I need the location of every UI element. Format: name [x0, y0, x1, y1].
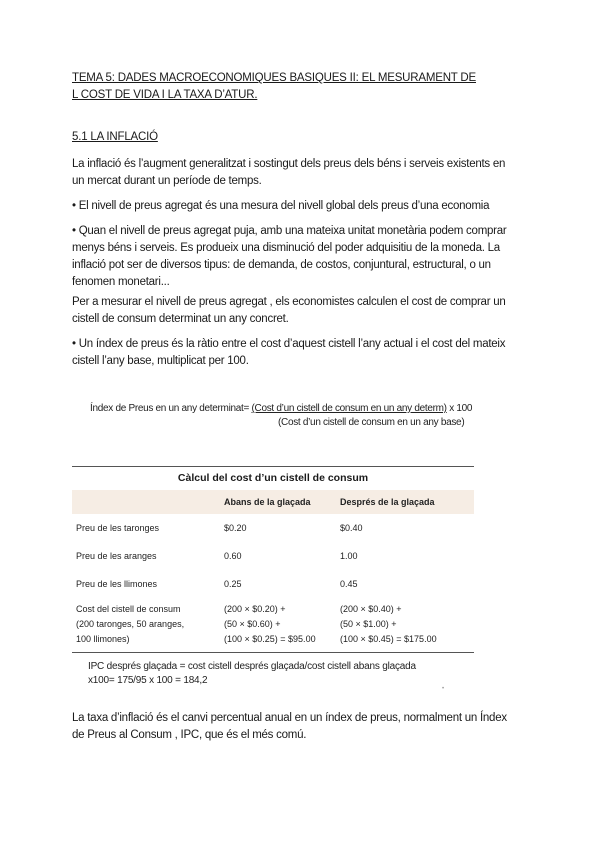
text-line: fenomen monetari... — [72, 276, 170, 288]
column-header — [72, 490, 220, 514]
stray-mark: • — [442, 686, 445, 692]
text-line: • El nivell de preus agregat és una mesura del nivell global dels preus d’una economia — [72, 200, 490, 212]
text-line: inflació pot ser de diversos tipus: de demanda, de costos, conjuntural, estructural, o un — [72, 259, 491, 271]
text-line: cistell de consum determinat un any concret. — [72, 313, 289, 325]
table-title: Càlcul del cost d’un cistell de consum — [72, 466, 474, 490]
table-header-row — [72, 490, 474, 514]
table-cell: 0.45 — [340, 579, 358, 589]
text-line: Per a mesurar el nivell de preus agregat , els economistes calculen el cost de comprar un — [72, 296, 506, 308]
paragraph-definition — [72, 156, 517, 190]
formula-denominator: (Cost d’un cistell de consum en un any base) — [278, 417, 465, 428]
table-cell — [336, 598, 474, 653]
column-header: Abans de la glaçada — [220, 490, 336, 514]
table-cell: 0.60 — [224, 551, 242, 561]
text-line: • Quan el nivell de preus agregat puja, amb una mateixa unitat monetària podem comprar — [72, 225, 507, 237]
table-grid — [72, 490, 474, 653]
table-cell: Preu de les llimones — [76, 579, 158, 589]
cell-line: (200 × $0.20) + — [224, 604, 286, 614]
table-row-total — [72, 598, 474, 653]
title-line-1: TEMA 5: DADES MACROECONOMIQUES BASIQUES II: EL MESURAMENT DE — [72, 72, 476, 84]
basket-cost-table — [72, 466, 474, 653]
cell-line: (50 × $1.00) + — [340, 619, 397, 629]
text-line: • Un índex de preus és la ràtio entre el cost d’aquest cistell l’any actual i el cost del mateix — [72, 338, 506, 350]
formula-multiplier: x 100 — [446, 403, 473, 414]
cell-line: (200 × $0.40) + — [340, 604, 402, 614]
cell-line: 100 llimones) — [76, 634, 130, 644]
cell-line: Cost del cistell de consum — [76, 604, 181, 614]
table-cell — [220, 598, 336, 653]
section-heading: 5.1 LA INFLACIÓ — [72, 131, 158, 143]
cell-line: (50 × $0.60) + — [224, 619, 281, 629]
text-line: un mercat durant un període de temps. — [72, 175, 262, 187]
text-line: La taxa d’inflació és el canvi percentual anual en un índex de preus, normalment un Índex — [72, 712, 507, 724]
paragraph-inflation-rate — [72, 710, 517, 744]
page-title — [72, 70, 492, 104]
table-cell: Preu de les aranges — [76, 551, 157, 561]
table-cell — [72, 598, 220, 653]
table-row — [72, 542, 474, 570]
cell-line: (100 × $0.45) = $175.00 — [340, 634, 437, 644]
table-cell: 1.00 — [340, 551, 358, 561]
text-line: x100= 175/95 x 100 = 184,2 — [88, 675, 208, 686]
price-index-formula — [90, 402, 530, 430]
text-line: IPC després glaçada = cost cistell després glaçada/cost cistell abans glaçada — [88, 661, 416, 672]
text-line: La inflació és l’augment generalitzat i sostingut dels preus dels béns i serveis existents en — [72, 158, 506, 170]
table-cell: $0.20 — [224, 523, 247, 533]
text-line: menys béns i serveis. Es produeix una disminució del poder adquisitiu de la moneda. La — [72, 242, 500, 254]
paragraph-price-level — [72, 198, 517, 215]
cell-line: (100 × $0.25) = $95.00 — [224, 634, 316, 644]
paragraph-price-index — [72, 336, 517, 370]
text-line: de Preus al Consum , IPC, que és el més comú. — [72, 729, 307, 741]
cell-line: (200 taronges, 50 aranges, — [76, 619, 185, 629]
table-cell: $0.40 — [340, 523, 363, 533]
title-line-2: L COST DE VIDA I LA TAXA D’ATUR. — [72, 89, 258, 101]
table-cell: 0.25 — [224, 579, 242, 589]
paragraph-measurement — [72, 294, 517, 328]
text-line: cistell l’any base, multiplicat per 100. — [72, 355, 249, 367]
table-row — [72, 514, 474, 542]
formula-lhs: Índex de Preus en un any determinat= — [90, 403, 252, 414]
formula-numerator: (Cost d’un cistell de consum en un any determ) — [251, 403, 447, 414]
table-row — [72, 570, 474, 598]
ipc-calculation-note — [88, 660, 488, 688]
paragraph-purchasing-power — [72, 223, 517, 291]
table-cell: Preu de les taronges — [76, 523, 160, 533]
column-header: Després de la glaçada — [336, 490, 474, 514]
